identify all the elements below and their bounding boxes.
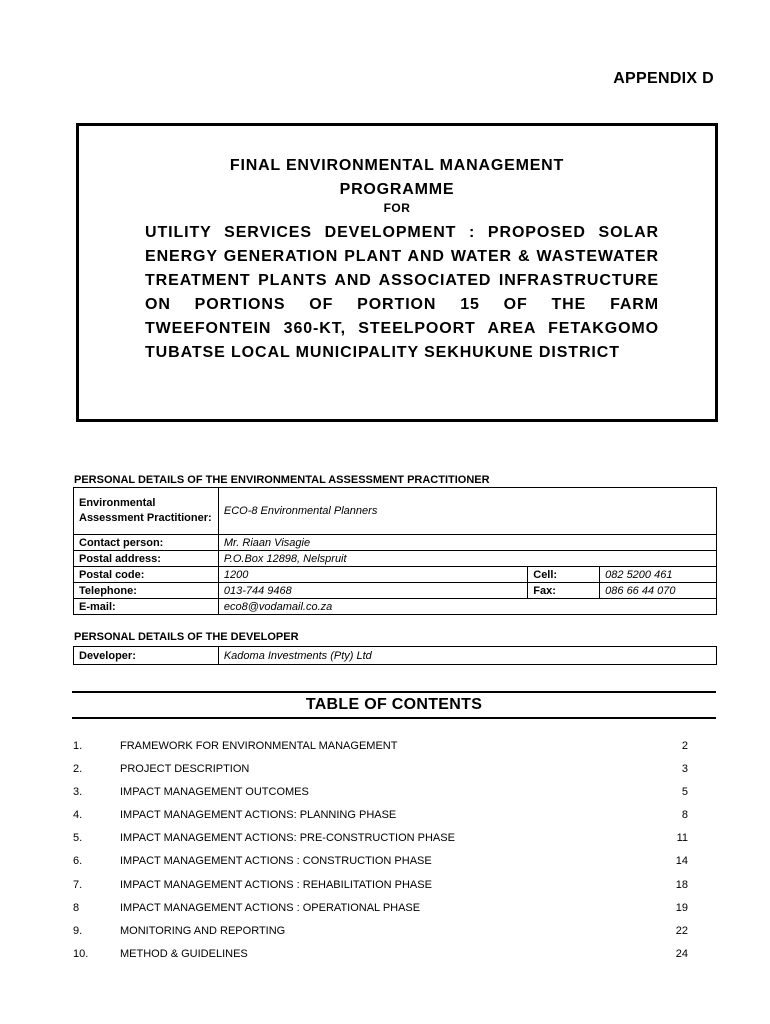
title-line-2: PROGRAMME bbox=[339, 181, 455, 198]
toc-top-rule bbox=[72, 691, 716, 693]
toc-number: 5. bbox=[73, 832, 83, 845]
toc-text: MONITORING AND REPORTING bbox=[120, 924, 286, 937]
practitioner-value: ECO-8 Environmental Planners bbox=[218, 488, 716, 535]
title-line-1: FINAL ENVIRONMENTAL MANAGEMENT bbox=[229, 157, 565, 174]
toc-text: IMPACT MANAGEMENT OUTCOMES bbox=[120, 786, 309, 799]
toc-text: PROJECT DESCRIPTION bbox=[120, 763, 250, 776]
toc-item[interactable] bbox=[0, 736, 770, 759]
table-row bbox=[74, 647, 717, 665]
developer-table bbox=[73, 646, 717, 665]
toc-page: 3 bbox=[681, 763, 688, 776]
postal-code-label: Postal code: bbox=[74, 567, 219, 583]
cell-label: Cell: bbox=[528, 567, 600, 583]
postal-address-value: P.O.Box 12898, Nelspruit bbox=[218, 551, 716, 567]
developer-label: Developer: bbox=[74, 647, 219, 665]
fax-value: 086 66 44 070 bbox=[600, 583, 717, 599]
toc-list bbox=[0, 736, 770, 967]
email-label: E-mail: bbox=[74, 599, 219, 615]
toc-item[interactable] bbox=[0, 851, 770, 874]
telephone-value: 013-744 9468 bbox=[218, 583, 527, 599]
toc-page: 14 bbox=[675, 855, 688, 868]
toc-number: 10. bbox=[73, 947, 89, 960]
toc-item[interactable] bbox=[0, 944, 770, 967]
toc-item[interactable] bbox=[0, 875, 770, 898]
toc-number: 4. bbox=[73, 809, 83, 822]
contact-label: Contact person: bbox=[74, 535, 219, 551]
postal-address-label: Postal address: bbox=[74, 551, 219, 567]
toc-text: IMPACT MANAGEMENT ACTIONS: PRE-CONSTRUCTION PHASE bbox=[120, 832, 455, 845]
toc-item[interactable] bbox=[0, 759, 770, 782]
fax-label: Fax: bbox=[528, 583, 600, 599]
toc-text: IMPACT MANAGEMENT ACTIONS : REHABILITATION PHASE bbox=[120, 878, 432, 891]
toc-text: IMPACT MANAGEMENT ACTIONS : OPERATIONAL PHASE bbox=[120, 901, 421, 914]
toc-number: 7. bbox=[73, 878, 83, 891]
toc-item[interactable] bbox=[0, 782, 770, 805]
toc-text: FRAMEWORK FOR ENVIRONMENTAL MANAGEMENT bbox=[120, 740, 398, 752]
toc-page: 2 bbox=[681, 740, 688, 752]
toc-number: 9. bbox=[73, 924, 83, 937]
toc-page: 11 bbox=[676, 832, 688, 845]
toc-number: 1. bbox=[73, 740, 83, 752]
table-row bbox=[74, 535, 717, 551]
developer-value: Kadoma Investments (Pty) Ltd bbox=[218, 647, 716, 665]
document-title bbox=[79, 154, 715, 202]
toc-item[interactable] bbox=[0, 898, 770, 921]
title-box bbox=[76, 123, 718, 422]
toc-page: 24 bbox=[675, 947, 688, 960]
toc-item[interactable] bbox=[0, 828, 770, 851]
email-value: eco8@vodamail.co.za bbox=[218, 599, 716, 615]
toc-bottom-rule bbox=[72, 717, 716, 719]
eap-details-table bbox=[73, 487, 717, 615]
toc-page: 5 bbox=[681, 786, 688, 799]
postal-code-value: 1200 bbox=[218, 567, 527, 583]
table-row bbox=[74, 583, 717, 599]
table-row bbox=[74, 599, 717, 615]
toc-number: 6. bbox=[73, 855, 83, 868]
eap-heading: PERSONAL DETAILS OF THE ENVIRONMENTAL ASSESSMENT PRACTITIONER bbox=[74, 474, 490, 486]
toc-number: 2. bbox=[73, 763, 83, 776]
project-title: UTILITY SERVICES DEVELOPMENT : PROPOSED SOLAR ENERGY GENERATION PLANT AND WATER & WASTEWATER TREATMENT PLANTS AND ASSOCIATED INFRASTRUCTURE ON PORTIONS OF PORTION 15 OF THE FARM TWEEFONTEIN 360-KT, STEELPOORT AREA FETAKGOMO TUBATSE LOCAL MUNICIPALITY SEKHUKUNE DISTRICT bbox=[145, 224, 659, 361]
appendix-label: APPENDIX D bbox=[613, 70, 714, 87]
toc-item[interactable] bbox=[0, 805, 770, 828]
title-for: FOR bbox=[383, 201, 411, 215]
toc-page: 8 bbox=[681, 809, 688, 822]
telephone-label: Telephone: bbox=[74, 583, 219, 599]
toc-number: 3. bbox=[73, 786, 83, 799]
toc-page: 22 bbox=[675, 924, 688, 937]
toc-title: TABLE OF CONTENTS bbox=[305, 696, 483, 713]
contact-value: Mr. Riaan Visagie bbox=[218, 535, 716, 551]
toc-page: 18 bbox=[675, 878, 688, 891]
toc-text: IMPACT MANAGEMENT ACTIONS : CONSTRUCTION PHASE bbox=[120, 855, 432, 868]
practitioner-label: Environmental Assessment Practitioner: bbox=[74, 488, 219, 535]
toc-item[interactable] bbox=[0, 921, 770, 944]
cell-value: 082 5200 461 bbox=[600, 567, 717, 583]
toc-number: 8 bbox=[73, 901, 80, 914]
toc-text: METHOD & GUIDELINES bbox=[120, 947, 248, 960]
developer-heading: PERSONAL DETAILS OF THE DEVELOPER bbox=[74, 631, 299, 643]
toc-text: IMPACT MANAGEMENT ACTIONS: PLANNING PHASE bbox=[120, 809, 397, 822]
table-row bbox=[74, 488, 717, 535]
table-row bbox=[74, 567, 717, 583]
table-row bbox=[74, 551, 717, 567]
toc-page: 19 bbox=[675, 901, 688, 914]
